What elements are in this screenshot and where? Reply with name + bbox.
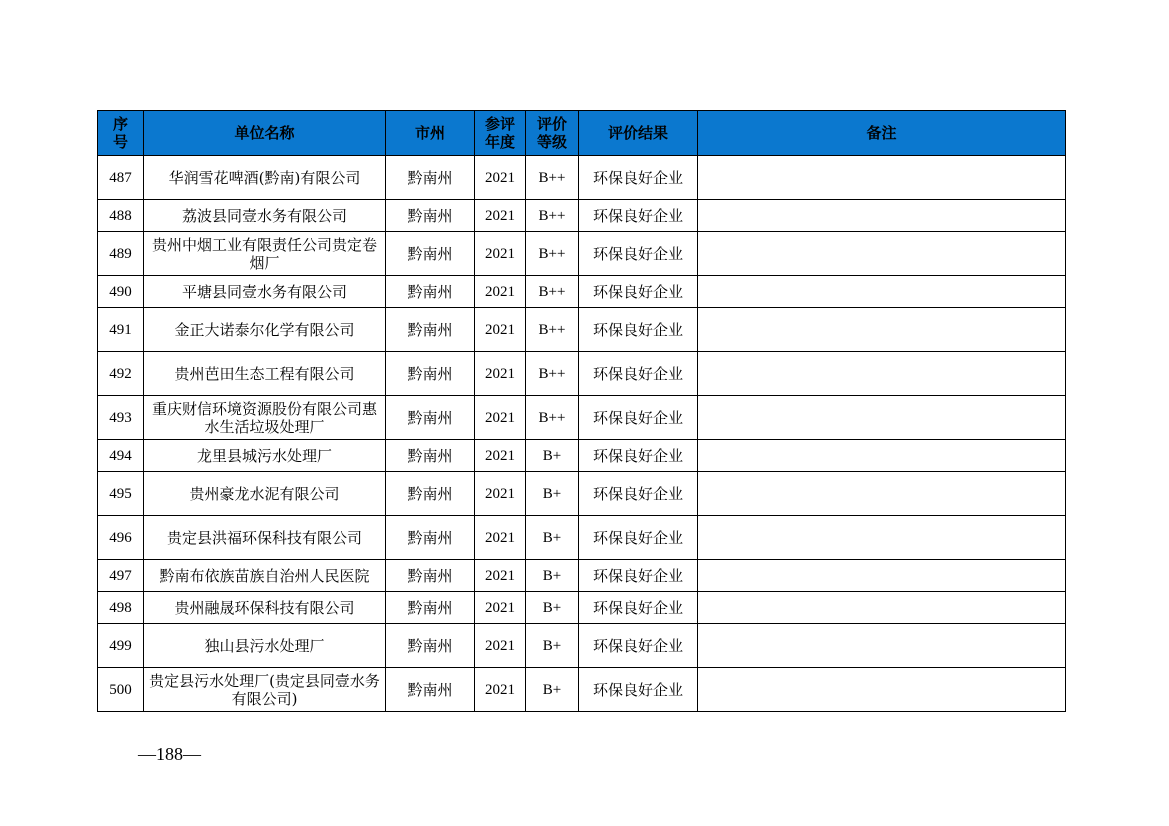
header-seq: 序 号 [98, 111, 144, 156]
cell-year: 2021 [475, 516, 526, 560]
cell-unit-name: 贵州豪龙水泥有限公司 [144, 472, 386, 516]
header-row [98, 111, 1066, 156]
cell-city: 黔南州 [386, 516, 475, 560]
cell-grade: B++ [526, 156, 579, 200]
cell-remark [698, 156, 1066, 200]
cell-unit-name: 贵州中烟工业有限责任公司贵定卷烟厂 [144, 232, 386, 276]
cell-result: 环保良好企业 [579, 560, 698, 592]
header-year: 参评 年度 [475, 111, 526, 156]
cell-grade: B+ [526, 472, 579, 516]
cell-unit-name: 贵定县洪福环保科技有限公司 [144, 516, 386, 560]
cell-seq: 488 [98, 200, 144, 232]
cell-seq: 491 [98, 308, 144, 352]
cell-seq: 496 [98, 516, 144, 560]
table-row [98, 516, 1066, 560]
cell-year: 2021 [475, 472, 526, 516]
cell-remark [698, 440, 1066, 472]
cell-remark [698, 668, 1066, 712]
cell-year: 2021 [475, 440, 526, 472]
table-header [98, 111, 1066, 156]
table-row [98, 352, 1066, 396]
cell-city: 黔南州 [386, 352, 475, 396]
cell-remark [698, 308, 1066, 352]
cell-city: 黔南州 [386, 396, 475, 440]
cell-grade: B+ [526, 516, 579, 560]
cell-result: 环保良好企业 [579, 200, 698, 232]
table-row [98, 440, 1066, 472]
header-grade: 评价 等级 [526, 111, 579, 156]
cell-grade: B+ [526, 668, 579, 712]
table-row [98, 232, 1066, 276]
cell-city: 黔南州 [386, 592, 475, 624]
cell-result: 环保良好企业 [579, 516, 698, 560]
cell-remark [698, 516, 1066, 560]
cell-grade: B+ [526, 440, 579, 472]
cell-city: 黔南州 [386, 560, 475, 592]
cell-seq: 490 [98, 276, 144, 308]
cell-unit-name: 独山县污水处理厂 [144, 624, 386, 668]
cell-grade: B+ [526, 560, 579, 592]
cell-remark [698, 472, 1066, 516]
cell-remark [698, 352, 1066, 396]
cell-seq: 499 [98, 624, 144, 668]
cell-seq: 492 [98, 352, 144, 396]
cell-result: 环保良好企业 [579, 472, 698, 516]
cell-unit-name: 黔南布依族苗族自治州人民医院 [144, 560, 386, 592]
page-number: —188— [138, 744, 201, 764]
cell-city: 黔南州 [386, 276, 475, 308]
cell-seq: 494 [98, 440, 144, 472]
cell-seq: 489 [98, 232, 144, 276]
cell-result: 环保良好企业 [579, 232, 698, 276]
cell-year: 2021 [475, 232, 526, 276]
cell-city: 黔南州 [386, 308, 475, 352]
cell-year: 2021 [475, 276, 526, 308]
cell-year: 2021 [475, 592, 526, 624]
table-row [98, 472, 1066, 516]
cell-unit-name: 龙里县城污水处理厂 [144, 440, 386, 472]
cell-result: 环保良好企业 [579, 668, 698, 712]
cell-grade: B++ [526, 276, 579, 308]
cell-result: 环保良好企业 [579, 156, 698, 200]
cell-seq: 487 [98, 156, 144, 200]
cell-result: 环保良好企业 [579, 308, 698, 352]
table-row [98, 560, 1066, 592]
cell-city: 黔南州 [386, 232, 475, 276]
cell-result: 环保良好企业 [579, 592, 698, 624]
cell-year: 2021 [475, 668, 526, 712]
cell-remark [698, 396, 1066, 440]
cell-seq: 493 [98, 396, 144, 440]
cell-year: 2021 [475, 156, 526, 200]
table-row [98, 592, 1066, 624]
table-row [98, 624, 1066, 668]
cell-unit-name: 华润雪花啤酒(黔南)有限公司 [144, 156, 386, 200]
cell-unit-name: 平塘县同壹水务有限公司 [144, 276, 386, 308]
cell-year: 2021 [475, 308, 526, 352]
cell-grade: B+ [526, 592, 579, 624]
table-row [98, 156, 1066, 200]
cell-result: 环保良好企业 [579, 352, 698, 396]
cell-unit-name: 荔波县同壹水务有限公司 [144, 200, 386, 232]
table-row [98, 668, 1066, 712]
table-row [98, 308, 1066, 352]
header-unit-name: 单位名称 [144, 111, 386, 156]
cell-city: 黔南州 [386, 472, 475, 516]
cell-grade: B++ [526, 352, 579, 396]
cell-remark [698, 560, 1066, 592]
cell-grade: B+ [526, 624, 579, 668]
header-remark: 备注 [698, 111, 1066, 156]
cell-year: 2021 [475, 352, 526, 396]
cell-city: 黔南州 [386, 440, 475, 472]
cell-seq: 498 [98, 592, 144, 624]
cell-result: 环保良好企业 [579, 440, 698, 472]
cell-city: 黔南州 [386, 200, 475, 232]
cell-remark [698, 624, 1066, 668]
cell-year: 2021 [475, 560, 526, 592]
header-result: 评价结果 [579, 111, 698, 156]
cell-year: 2021 [475, 624, 526, 668]
cell-unit-name: 金正大诺泰尔化学有限公司 [144, 308, 386, 352]
cell-seq: 497 [98, 560, 144, 592]
cell-remark [698, 592, 1066, 624]
table-row [98, 200, 1066, 232]
cell-city: 黔南州 [386, 156, 475, 200]
header-city: 市州 [386, 111, 475, 156]
cell-unit-name: 贵州芭田生态工程有限公司 [144, 352, 386, 396]
cell-grade: B++ [526, 200, 579, 232]
cell-unit-name: 贵州融晟环保科技有限公司 [144, 592, 386, 624]
cell-year: 2021 [475, 200, 526, 232]
cell-city: 黔南州 [386, 668, 475, 712]
cell-result: 环保良好企业 [579, 624, 698, 668]
table-body [98, 156, 1066, 712]
cell-result: 环保良好企业 [579, 276, 698, 308]
cell-remark [698, 232, 1066, 276]
cell-year: 2021 [475, 396, 526, 440]
cell-remark [698, 276, 1066, 308]
cell-unit-name: 重庆财信环境资源股份有限公司惠水生活垃圾处理厂 [144, 396, 386, 440]
table-row [98, 276, 1066, 308]
table-row [98, 396, 1066, 440]
cell-grade: B++ [526, 232, 579, 276]
enterprise-rating-table [97, 110, 1066, 712]
cell-city: 黔南州 [386, 624, 475, 668]
cell-seq: 495 [98, 472, 144, 516]
cell-result: 环保良好企业 [579, 396, 698, 440]
cell-seq: 500 [98, 668, 144, 712]
cell-remark [698, 200, 1066, 232]
cell-grade: B++ [526, 308, 579, 352]
cell-grade: B++ [526, 396, 579, 440]
cell-unit-name: 贵定县污水处理厂(贵定县同壹水务有限公司) [144, 668, 386, 712]
